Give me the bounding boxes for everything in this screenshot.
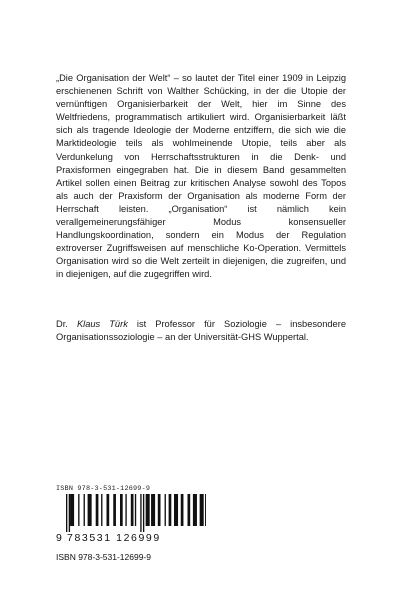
barcode-bar [151,494,155,526]
barcode-bar [69,494,70,532]
barcode-bar [66,494,67,532]
isbn-barcode-label: ISBN 978-3-531-12699-9 [56,485,151,493]
barcode-bar [113,494,116,526]
barcode-bar [165,494,166,526]
barcode-bar [107,494,110,526]
barcode-bar [200,494,204,526]
barcode-bar [101,494,102,526]
barcode-bar [143,494,144,532]
barcode-bar [146,494,150,526]
barcode-bar [131,494,134,526]
barcode-digits [56,532,206,544]
barcode-bar [140,494,141,532]
barcode-bar [96,494,99,526]
barcode-bar [158,494,161,526]
barcode-bar [205,494,206,526]
barcode-digit-lead: 9 [56,532,62,544]
barcode-bar [78,494,79,526]
barcode-bar [193,494,197,526]
barcode-image [56,494,206,532]
barcode-bar [125,494,126,526]
barcode-bar [169,494,172,526]
barcode-bar [120,494,123,526]
barcode-bar [88,494,92,526]
barcode-bar [181,494,184,526]
author-prefix: Dr. [56,319,77,329]
barcode-block [56,485,206,544]
barcode-bar [174,494,178,526]
isbn-bottom: ISBN 978-3-531-12699-9 [56,552,151,562]
author-bio [56,318,346,344]
barcode-bar [135,494,136,526]
author-bio-text: ist Professor für Soziologie – insbesondere Organisationssoziologie – an der Universität-GHS Wuppertal. [56,319,346,343]
blurb-text: „Die Organisation der Welt“ – so lautet der Titel einer 1909 in Leipzig erschienenen Schrift von Walther Schücking, in der die Utopie der vernünftigen Organisierbarkeit der Welt, hier im Sinne des Weltfriedens, programmatisch artikuliert wird. Organisierbarkeit läßt sich als tragende Ideologie der Moderne entziffern, die sich wie die Marktideologie teils als wohlmeinende Utopie, teils aber als Verdunkelung von Herrschaftsstrukturen in die Denk- und Praxisformen eingegraben hat. Die in diesem Band gesammelten Artikel sollen einen Beitrag zur kritischen Analyse sowohl des Topos als auch der Praxisform der Organisation als moderne Form der Herrschaft leisten. „Organisation“ ist nämlich kein verallgemeinerungsfähiger Modus konsensueller Handlungskoordination, sondern ein Modus der Regulation extroverser Zugriffsweisen auf menschliche Ko-Operation. Vermittels Organisation wird so die Welt zerteilt in diejenigen, die zugreifen, und in diejenigen, auf die zugegriffen wird. [56,73,346,280]
barcode-bar [188,494,191,526]
barcode-bar [84,494,85,526]
barcode-bar [70,494,74,526]
author-name: Klaus Türk [76,319,128,329]
barcode-digit-groups: 783531 126999 [67,532,161,544]
